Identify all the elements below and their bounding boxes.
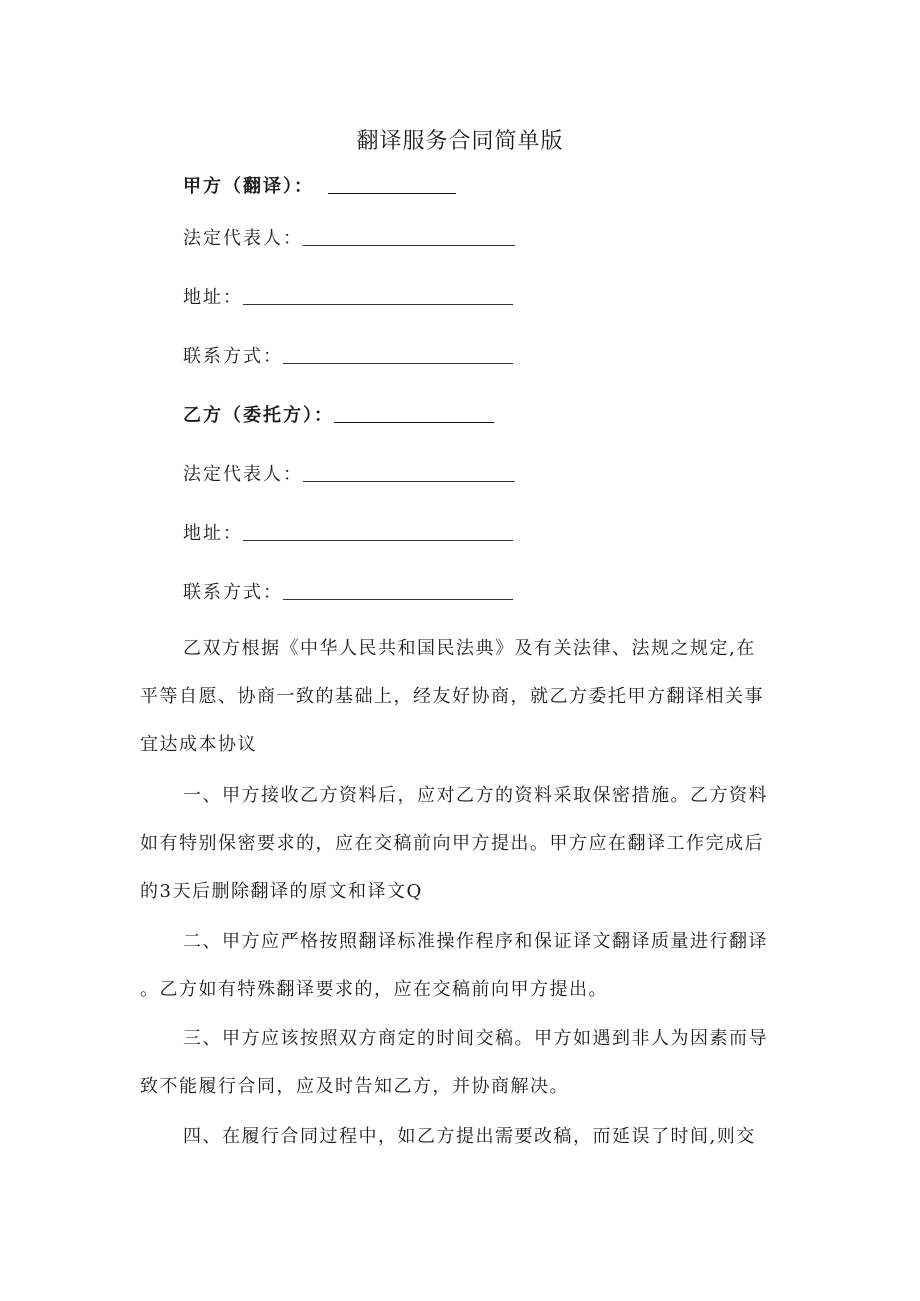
paragraph-clause-3	[140, 1015, 782, 1111]
party-a-contact-blank	[283, 341, 513, 364]
party-b-heading: 乙方（委托方）：	[183, 405, 334, 426]
paragraph-line: 如有特别保密要求的，应在交稿前向甲方提出。甲方应在翻译工作完成后	[140, 833, 764, 854]
party-b-address-blank	[243, 518, 513, 541]
party-a-address-label: 地址：	[183, 287, 243, 308]
party-b-contact-label: 联系方式：	[183, 582, 283, 603]
party-a-address-row	[183, 279, 513, 309]
party-b-rep-blank	[303, 459, 515, 482]
party-b-heading-row	[183, 397, 494, 427]
party-b-rep-row	[183, 456, 515, 486]
party-b-address-row	[183, 515, 513, 545]
party-a-contact-label: 联系方式：	[183, 346, 283, 367]
party-a-name-blank	[328, 171, 456, 194]
paragraph-line: 宜达成本协议	[140, 734, 257, 755]
party-b-name-blank	[334, 400, 494, 423]
paragraph-line: 平等自愿、协商一致的基础上，经友好协商，就乙方委托甲方翻译相关事	[140, 686, 764, 707]
party-a-address-blank	[243, 282, 513, 305]
paragraph-preamble	[140, 625, 782, 769]
paragraph-line: 三、甲方应该按照双方商定的时间交稿。甲方如遇到非人为因素而导	[183, 1028, 768, 1049]
party-b-contact-row	[183, 574, 513, 604]
party-b-contact-blank	[283, 577, 513, 600]
paragraph-clause-4	[140, 1113, 782, 1161]
paragraph-line: 四、在履行合同过程中，如乙方提出需要改稿，而延误了时间,则交	[183, 1126, 756, 1147]
party-a-heading: 甲方（翻译）：	[183, 176, 314, 197]
paragraph-line: 一、甲方接收乙方资料后，应对乙方的资料采取保密措施。乙方资料	[183, 785, 768, 806]
party-a-rep-row	[183, 220, 515, 250]
document-title: 翻译服务合同简单版	[356, 129, 564, 154]
paragraph-clause-2	[140, 918, 782, 1014]
paragraph-line: 。乙方如有特殊翻译要求的，应在交稿前向甲方提出。	[140, 979, 608, 1000]
paragraph-line: 乙双方根据《中华人民共和国民法典》及有关法律、法规之规定,在	[183, 638, 756, 659]
party-a-rep-label: 法定代表人：	[183, 228, 303, 249]
paragraph-line: 致不能履行合同，应及时告知乙方，并协商解决。	[140, 1076, 569, 1097]
paragraph-line: 二、甲方应严格按照翻译标准操作程序和保证译文翻译质量进行翻译	[183, 931, 768, 952]
paragraph-clause-1	[140, 772, 782, 916]
paragraph-line: 的3天后删除翻译的原文和译文Q	[140, 881, 423, 902]
party-b-address-label: 地址：	[183, 523, 243, 544]
party-b-rep-label: 法定代表人：	[183, 464, 303, 485]
party-a-heading-row	[183, 168, 456, 198]
party-a-contact-row	[183, 338, 513, 368]
party-a-rep-blank	[303, 223, 515, 246]
